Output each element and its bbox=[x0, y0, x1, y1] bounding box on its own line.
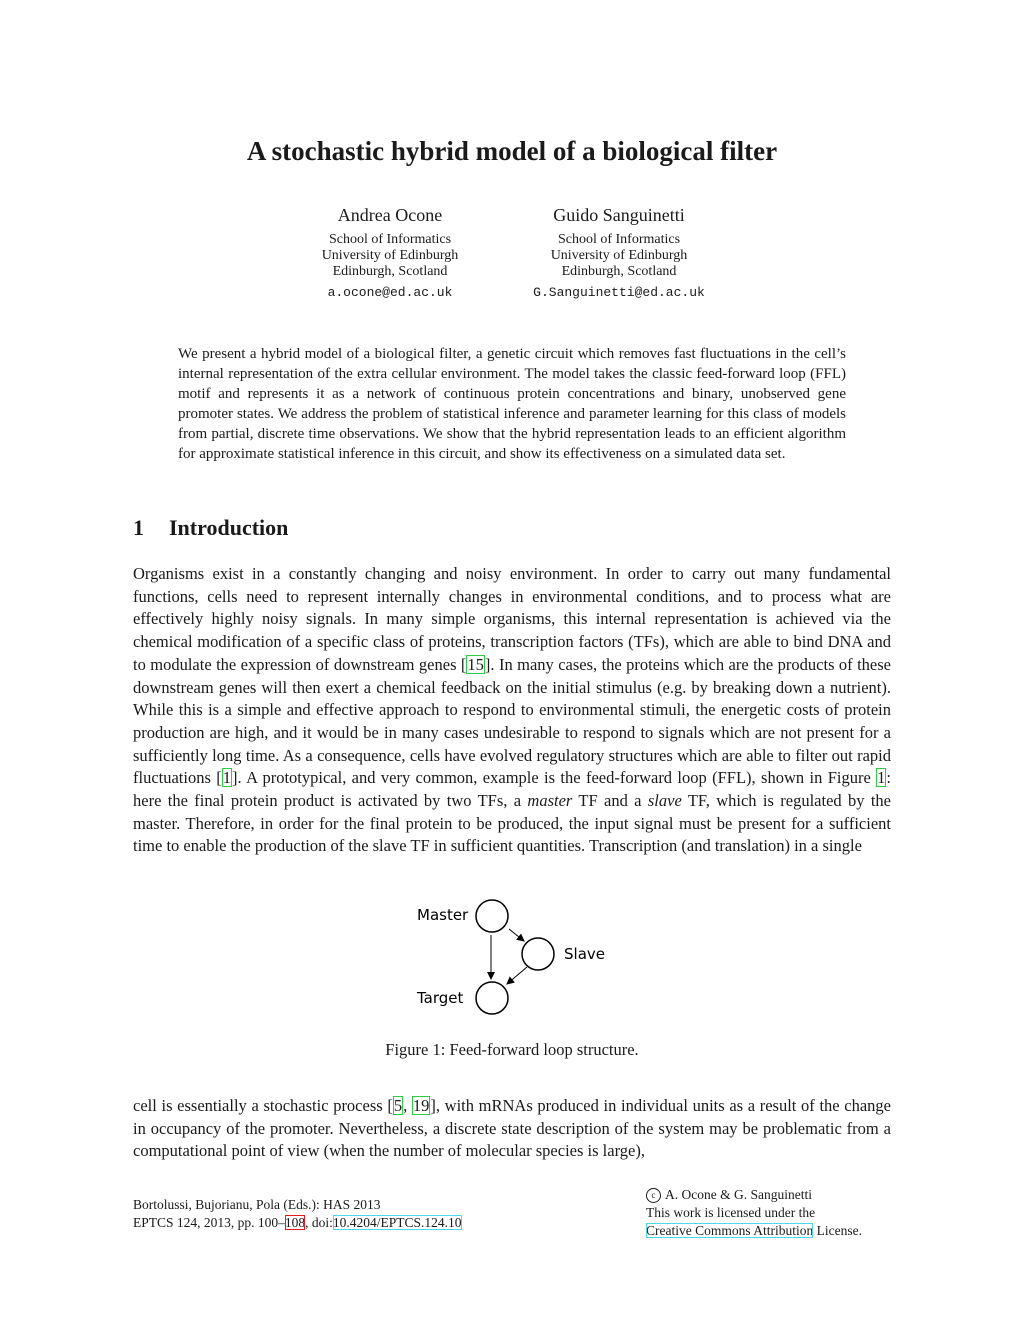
text-run: : here the final protein product is activated by two TFs, a bbox=[133, 768, 891, 811]
text-run: cell is essentially a stochastic process [ bbox=[133, 1096, 393, 1115]
text-run: Organisms exist in a constantly changing and noisy environment. In order to carry out many fundamental functions, cells need to represent internally changes in environmental conditions, and to process what are effectively highly noisy signals. In many simple organisms, this internal representation is achieved via the chemical modification of a specific class of proteins, transcription factors (TFs), which are able to bind DNA and to modulate the expression of downstream genes [ bbox=[133, 564, 891, 674]
text-run: EPTCS 124, 2013, pp. 100– bbox=[133, 1215, 285, 1230]
edge-master-slave bbox=[509, 929, 524, 941]
author-university: University of Edinburgh bbox=[321, 248, 459, 263]
section-title: Introduction bbox=[169, 515, 289, 540]
citation-link[interactable]: 5 bbox=[393, 1096, 403, 1115]
abstract: We present a hybrid model of a biological filter, a genetic circuit which removes fast fluctuations in the cell’s internal representation of the extra cellular environment. The model takes the classic feed-forward loop (FFL) motif and represents it as a network of continuous protein concentrations and binary, unobserved gene promoter states. We address the problem of statistical inference and parameter learning for this class of models from partial, discrete time observations. We show that the hybrid representation leads to an efficient algorithm for approximate statistical inference in this circuit, and show its effectiveness on a simulated data set. bbox=[178, 346, 846, 462]
author-block-2 bbox=[499, 205, 739, 300]
intro-paragraph bbox=[133, 563, 891, 858]
copyright-icon: c bbox=[646, 1188, 661, 1203]
author-email[interactable]: a.ocone@ed.ac.uk bbox=[327, 285, 453, 300]
text-run: License. bbox=[813, 1223, 862, 1238]
author-name: Guido Sanguinetti bbox=[553, 205, 685, 225]
section-number: 1 bbox=[133, 515, 144, 540]
text-run: ]. A prototypical, and very common, example is the feed-forward loop (FFL), shown in Figure bbox=[232, 768, 877, 788]
author-university: University of Edinburgh bbox=[550, 248, 688, 263]
text-run: TF, which is regulated by the master. Therefore, in order for the final protein to be produced, the input signal must be present for a sufficient time to enable the production of the slave TF in sufficient quantities. Transcription (and translation) in a single bbox=[133, 791, 891, 856]
slave-node bbox=[522, 938, 554, 970]
author-school: School of Informatics bbox=[328, 232, 452, 247]
figure-caption: Figure 1: Feed-forward loop structure. bbox=[385, 1040, 639, 1059]
author-school: School of Informatics bbox=[557, 232, 681, 247]
citation-link[interactable]: 1 bbox=[222, 768, 232, 788]
license-link[interactable]: Creative Commons Attribution bbox=[646, 1223, 814, 1238]
text-run: TF and a bbox=[572, 791, 648, 811]
paper-title: A stochastic hybrid model of a biological filter bbox=[246, 136, 778, 166]
edge-slave-target bbox=[507, 967, 527, 984]
copyright-holders: A. Ocone & G. Sanguinetti bbox=[665, 1187, 812, 1202]
doi-link[interactable]: 10.4204/EPTCS.124.10 bbox=[332, 1215, 462, 1230]
target-node bbox=[476, 982, 508, 1014]
footer-license bbox=[646, 1186, 862, 1240]
body-paragraph bbox=[133, 1095, 891, 1163]
figure-ref-link[interactable]: 1 bbox=[877, 768, 886, 788]
emphasis-master: master bbox=[527, 791, 573, 811]
footer-citation bbox=[133, 1196, 462, 1232]
footer-editors: Bortolussi, Bujorianu, Pola (Eds.): HAS 2013 bbox=[133, 1197, 381, 1212]
master-node bbox=[476, 900, 508, 932]
license-line-2 bbox=[646, 1222, 862, 1240]
footer-eptcs bbox=[133, 1214, 462, 1232]
copyright-line bbox=[646, 1186, 862, 1204]
author-block-1 bbox=[270, 205, 510, 300]
last-page-link[interactable]: 108 bbox=[284, 1215, 306, 1230]
author-location: Edinburgh, Scotland bbox=[332, 264, 448, 279]
ffl-diagram bbox=[400, 895, 640, 1025]
text-run: , doi: bbox=[305, 1215, 333, 1230]
master-label: Master bbox=[417, 906, 469, 924]
target-label: Target bbox=[417, 989, 464, 1007]
author-name: Andrea Ocone bbox=[337, 205, 443, 225]
text-run: ], with mRNAs produced in individual units as a result of the change in occupancy of the promoter. Nevertheless, a discrete state description of the system may be problematic from a computational point of view (when the number of molecular species is large), bbox=[133, 1096, 892, 1161]
emphasis-slave: slave bbox=[647, 791, 682, 811]
citation-link[interactable]: 19 bbox=[412, 1096, 430, 1115]
section-heading bbox=[133, 515, 288, 541]
text-run: , bbox=[403, 1096, 412, 1115]
text-run: ]. In many cases, the proteins which are the products of these downstream genes will then exert a chemical feedback on the initial stimulus (e.g. by breaking down a nutrient). While this is a simple and effective approach to respond to environmental stimuli, the energetic costs of protein production are high, and it would be in many cases undesirable to respond to signals which are not present for a sufficiently long time. As a consequence, cells have evolved regulatory structures which are able to filter out rapid fluctuations [ bbox=[133, 654, 891, 788]
license-line-1: This work is licensed under the bbox=[646, 1205, 816, 1220]
author-email[interactable]: G.Sanguinetti@ed.ac.uk bbox=[533, 285, 705, 300]
slave-label: Slave bbox=[564, 945, 605, 963]
author-location: Edinburgh, Scotland bbox=[561, 264, 677, 279]
citation-link[interactable]: 15 bbox=[467, 654, 484, 674]
